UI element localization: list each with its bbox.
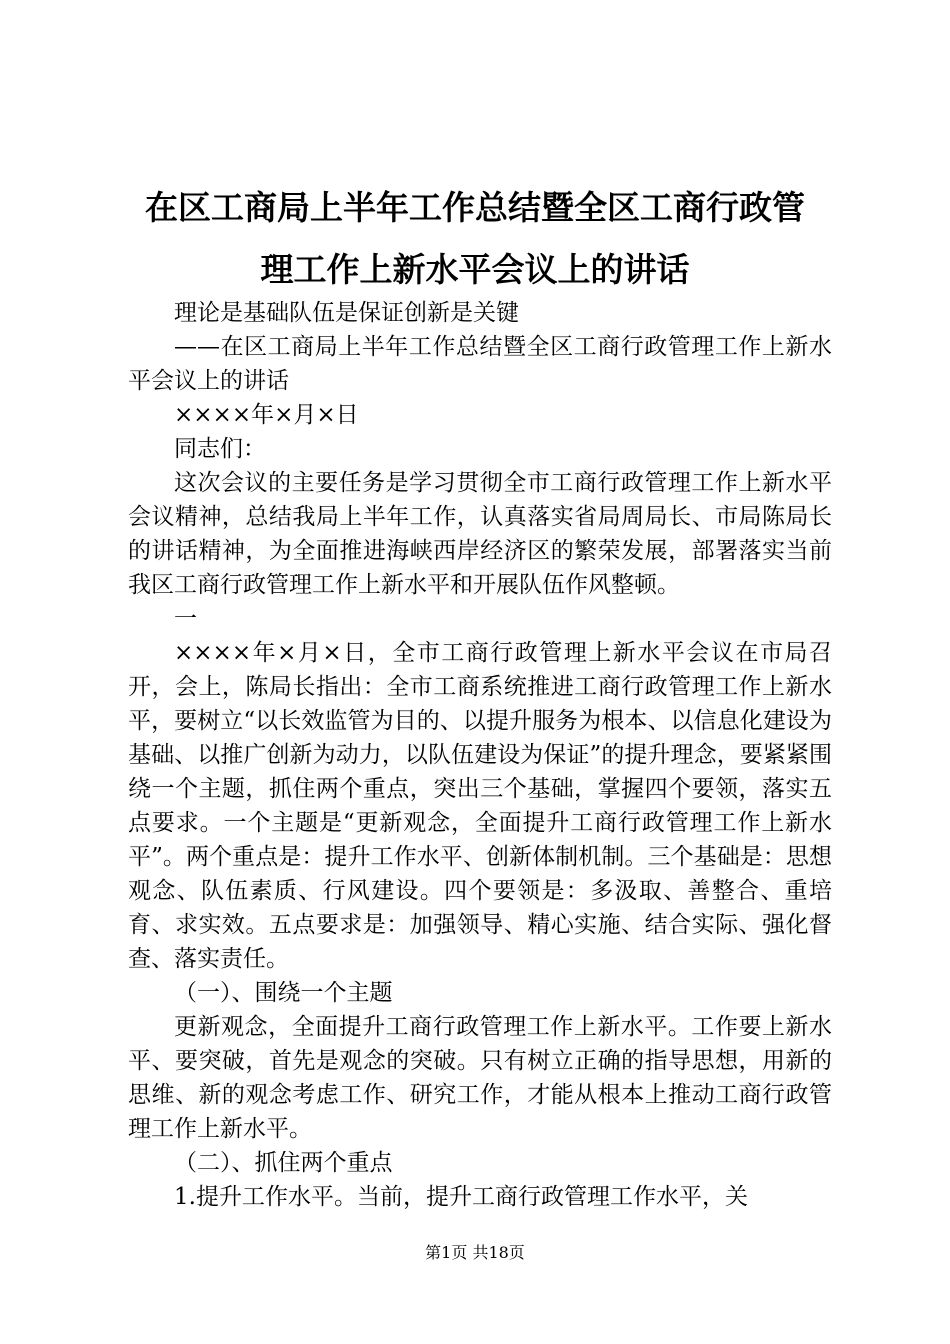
paragraph-theme: 更新观念，全面提升工商行政管理工作上新水平。工作要上新水平、要突破，首先是观念的突破。只有树立正确的指导思想，用新的思维、新的观念考虑工作、研究工作，才能从根本上推动工商行政管理工作上新水平。	[128, 1014, 832, 1142]
paragraph-salutation: 同志们：	[174, 436, 266, 462]
page-footer: 第1页 共18页	[425, 1243, 525, 1262]
section-heading-one: 一	[174, 606, 197, 632]
paragraph-item-1: 1.提升工作水平。当前，提升工商行政管理工作水平，关	[174, 1184, 748, 1210]
paragraph-subtitle-note: ——在区工商局上半年工作总结暨全区工商行政管理工作上新水平会议上的讲话	[128, 334, 832, 394]
paragraph-meeting: ××××年×月×日，全市工商行政管理上新水平会议在市局召开，会上，陈局长指出：全市工商系统推进工商行政管理工作上新水平，要树立“以长效监管为目的、以提升服务为根本、以信息化建设为基础、以推广创新为动力，以队伍建设为保证”的提升理念，要紧紧围绕一个主题，抓住两个重点，突出三个基础，掌握四个要领，落实五点要求。一个主题是“更新观念，全面提升工商行政管理工作上新水平”。两个重点是：提升工作水平、创新体制机制。三个基础是：思想观念、队伍素质、行风建设。四个要领是：多汲取、善整合、重培育、求实效。五点要求是：加强领导、精心实施、结合实际、强化督查、落实责任。	[128, 640, 832, 972]
paragraph-date: ××××年×月×日	[174, 402, 359, 428]
document-body	[128, 296, 832, 1214]
subsection-heading-2: （二）、抓住两个重点	[174, 1150, 393, 1176]
paragraph-intro: 这次会议的主要任务是学习贯彻全市工商行政管理工作上新水平会议精神，总结我局上半年工作，认真落实省局周局长、市局陈局长的讲话精神，为全面推进海峡西岸经济区的繁荣发展，部署落实当前我区工商行政管理工作上新水平和开展队伍作风整顿。	[128, 470, 832, 598]
paragraph-subtitle: 理论是基础队伍是保证创新是关键	[174, 300, 519, 326]
document-title-line-1: 在区工商局上半年工作总结暨全区工商行政管	[145, 188, 805, 227]
subsection-heading-1: （一）、围绕一个主题	[174, 980, 393, 1006]
document-title-line-2: 理工作上新水平会议上的讲话	[260, 250, 690, 289]
